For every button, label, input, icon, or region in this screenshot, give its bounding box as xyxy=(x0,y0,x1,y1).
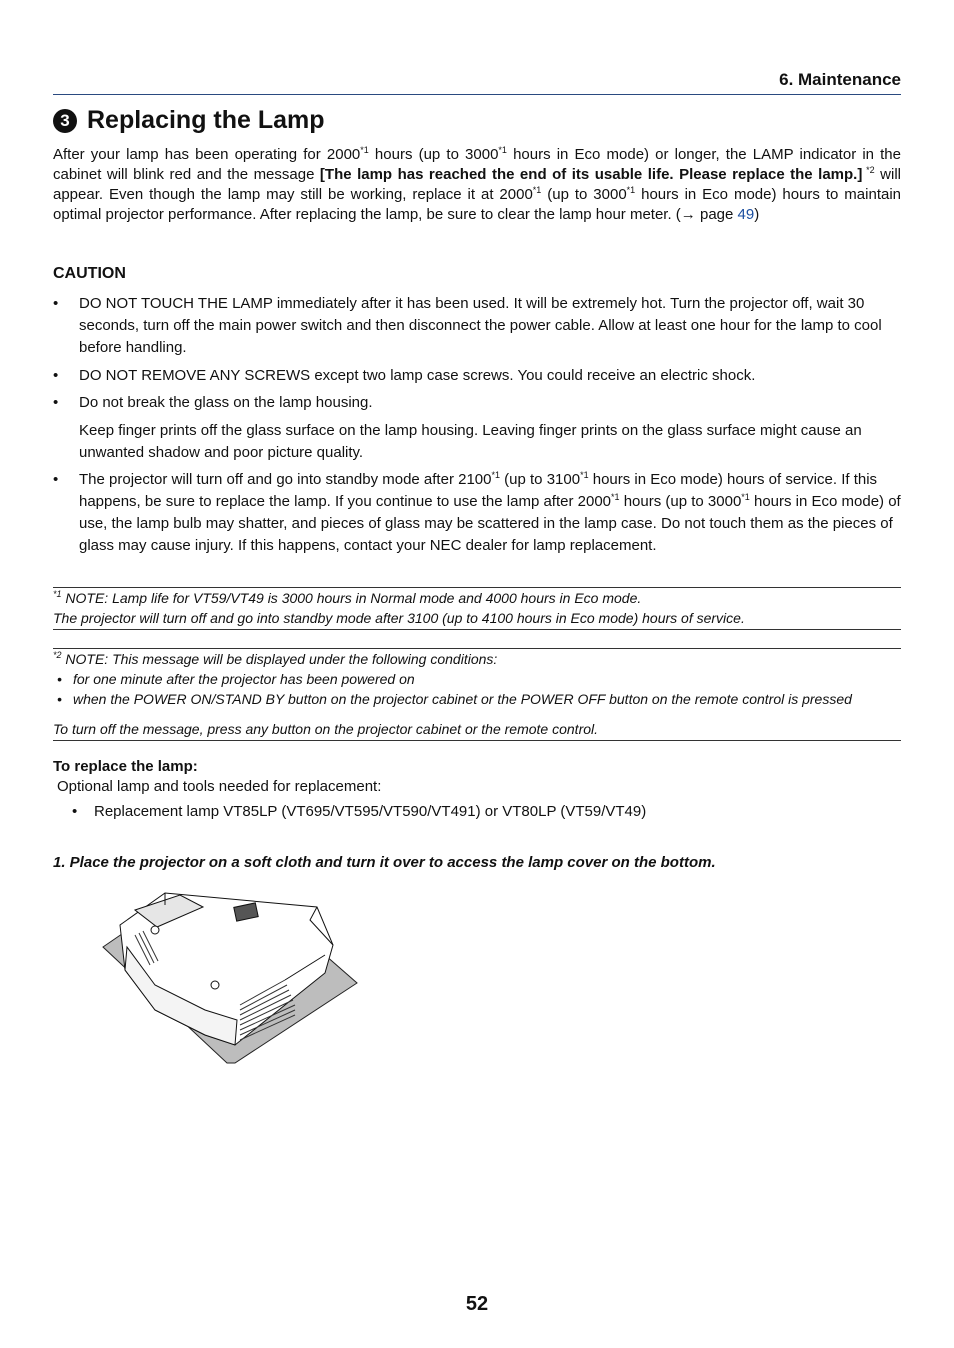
intro-paragraph: After your lamp has been operating for 2000$^{*1}$ hours (up to 3000$^{*1}$ hours in Eco mode) or longer, the LAMP indicator in the cabinet will blink red and the message [The lamp has reached the end of its usable life. Please replace the lamp.] $^{*2}$ will appear. Even though the lamp may still be working, replace it at 2000$^{*1}$ (up to 3000$^{*1}$ hours in Eco mode) hours to maintain optimal projector performance. After replacing the lamp, be sure to clear the lamp hour meter. (→ page 49) xyxy=(53,145,902,223)
title-text: Replacing the Lamp xyxy=(87,106,325,134)
page-link[interactable]: 49 xyxy=(737,206,755,223)
page-number: 52 xyxy=(465,1293,489,1315)
step-number-badge: 3 xyxy=(53,109,77,133)
list-item: • Replacement lamp VT85LP (VT695/VT595/VT590/VT491) or VT80LP (VT59/VT49) xyxy=(72,803,647,820)
list-item: • DO NOT TOUCH THE LAMP immediately after it has been used. It will be extremely hot. Turn the projector off, wait 30 seconds, turn off the main power switch and then disconnect the power cable. Allow at least one hour for the lamp to cool before handling. xyxy=(53,295,882,356)
section-label xyxy=(53,70,901,95)
caution-title: CAUTION xyxy=(53,265,126,282)
list-item: • Do not break the glass on the lamp housing. xyxy=(53,394,373,411)
list-item: • DO NOT REMOVE ANY SCREWS except two lamp case screws. You could receive an electric shock. xyxy=(53,367,756,384)
list-item: • The projector will turn off and go into standby mode after 2100$^{*1}$ (up to 3100$^{*1}$ hours in Eco mode) hours of service. If this happens, be sure to replace the lamp. If you continue to use the lamp after 2000$^{*1}$ hours (up to 3000$^{*1}$ hours in Eco mode) of use, the lamp bulb may shatter, and pieces of glass may be scattered in the lamp case. Do not touch them as the pieces of glass may cause injury. If this happens, contact your NEC dealer for lamp replacement. xyxy=(53,470,901,554)
step-1-instruction: 1. Place the projector on a soft cloth and turn it over to access the lamp cover on the bottom. xyxy=(53,854,716,871)
list-item-continuation: Keep finger prints off the glass surface on the lamp housing. Leaving finger prints on the glass surface might cause an unwanted shadow and poor picture quality. xyxy=(79,422,862,461)
note-lamp-life: $^{*1}$ NOTE: Lamp life for VT59/VT49 is 3000 hours in Normal mode and 4000 hours in Eco mode. The projector will turn off and go into standby mode after 3100 (up to 4100 hours in Eco mode) hours of service. xyxy=(53,587,901,630)
section-title: 6. Maintenance xyxy=(779,70,901,89)
replace-intro: Optional lamp and tools needed for replacement: xyxy=(57,778,382,795)
page-title xyxy=(53,106,325,135)
projector-illustration xyxy=(95,885,365,1070)
note-message-conditions: $^{*2}$ NOTE: This message will be displayed under the following conditions: • for one minute after the projector has been powered on • when the POWER ON/STAND BY button on the projector cabinet or the POWER OFF button on the remote control is pressed To turn off the message, press any button on the projector cabinet or the remote control. xyxy=(53,648,901,741)
replace-subheading: To replace the lamp: xyxy=(53,758,198,775)
